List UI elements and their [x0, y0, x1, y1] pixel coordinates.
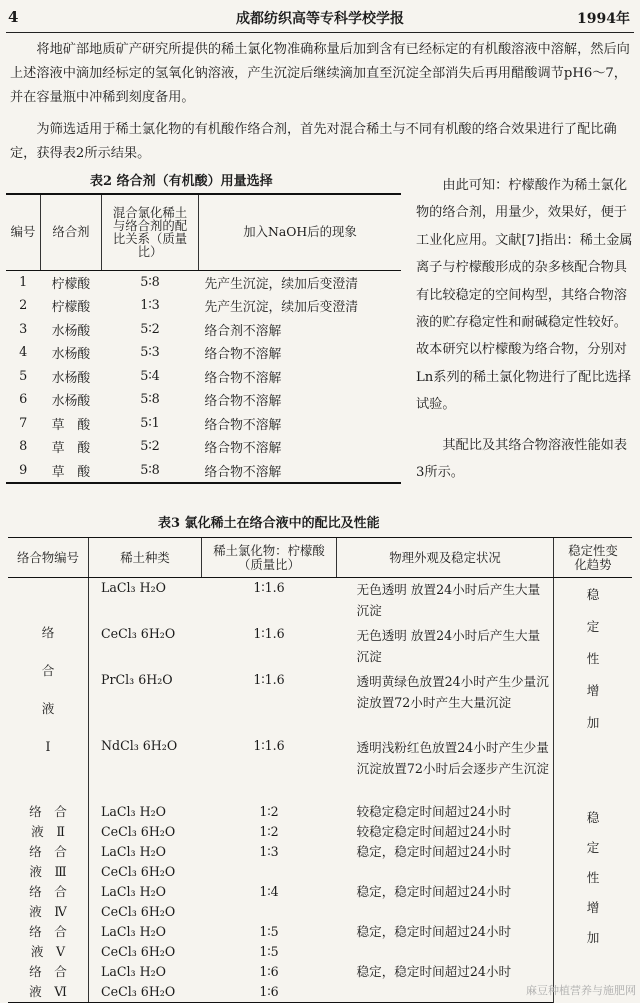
cell-no: 4: [19, 345, 28, 361]
cell-no: 8: [19, 439, 28, 455]
group1-label-char: 络: [41, 624, 55, 640]
group1-label: [8, 578, 89, 802]
cell-phenomenon: 络合物不溶解: [199, 459, 402, 484]
col-header-stability-trend: 稳定性变化趋势: [554, 538, 633, 578]
table2-header-row: [6, 194, 401, 270]
cell-compound-label: 络 合: [29, 843, 67, 859]
cell-rare-earth-type: LaCl₃ H₂O: [89, 962, 202, 982]
cell-phenomenon: 络合物不溶解: [204, 417, 282, 433]
table3-row: [8, 670, 632, 736]
table2-row: [6, 294, 401, 318]
table2-row: [6, 435, 401, 459]
table3-caption: 表3 氯化稀土在络合液中的配比及性能: [158, 516, 380, 531]
cell-appearance: [337, 902, 554, 922]
cell-agent: 草 酸: [51, 417, 91, 433]
group2-trend-char: 加: [586, 929, 600, 945]
col-header-rare-earth-type: 稀土种类: [89, 538, 202, 578]
col-header-compound-no: 络合物编号: [8, 538, 89, 578]
page-header: [0, 0, 640, 30]
cell-compound-label: 液 Ⅲ: [29, 863, 67, 879]
cell-appearance: 稳定，稳定时间超过24小时: [356, 923, 512, 939]
table3-row: [8, 624, 632, 670]
table2-row: [6, 365, 401, 389]
cell-rare-earth-type: LaCl₃ H₂O: [89, 882, 202, 902]
cell-ratio: 5∶1: [140, 415, 160, 431]
cell-no: 5: [19, 368, 28, 384]
cell-appearance: 无色透明 放置24小时后产生大量沉淀: [356, 582, 541, 618]
cell-rare-earth-type: PrCl₃ 6H₂O: [89, 670, 202, 736]
cell-compound-label: 液 Ⅵ: [8, 982, 89, 1003]
cell-agent: 柠檬酸: [51, 300, 91, 316]
header-rule: [6, 32, 634, 33]
cell-mass-ratio: 1∶3: [259, 843, 279, 859]
cell-no: 7: [19, 415, 28, 431]
group1-label-char: Ⅰ: [45, 738, 51, 754]
watermark: 麻豆种植营养与施肥网: [526, 984, 636, 997]
col-header-appearance: 物理外观及稳定状况: [337, 538, 554, 578]
cell-phenomenon: 络合物不溶解: [204, 441, 282, 457]
cell-ratio: 5∶8: [140, 274, 160, 290]
table2-row: [6, 341, 401, 365]
cell-compound-label: 液 Ⅴ: [30, 943, 66, 959]
cell-mass-ratio: [202, 862, 337, 882]
cell-ratio: 5∶3: [140, 345, 160, 361]
issue-year: 1994年: [577, 11, 630, 27]
cell-agent: 水杨酸: [51, 323, 91, 339]
cell-agent: 水杨酸: [51, 347, 91, 363]
cell-mass-ratio: 1∶1.6: [253, 625, 285, 641]
cell-mass-ratio: 1∶5: [259, 943, 279, 959]
cell-compound-label: 液 Ⅱ: [31, 823, 65, 839]
table3-row: [8, 962, 632, 982]
cell-rare-earth-type: LaCl₃ H₂O: [89, 842, 202, 862]
table2-caption: 表2 络合剂（有机酸）用量选择: [90, 174, 273, 189]
cell-mass-ratio: 1∶6: [259, 963, 279, 979]
cell-appearance: [337, 942, 554, 962]
cell-compound-label: 液 Ⅳ: [29, 903, 67, 919]
table3-header-row: [8, 538, 632, 578]
table3-row: [8, 942, 632, 962]
cell-rare-earth-type: LaCl₃ H₂O: [89, 578, 202, 624]
group1-trend-char: 加: [586, 715, 600, 730]
group1-stability-trend: [554, 578, 633, 802]
table3-row: [8, 842, 632, 862]
cell-agent: 柠檬酸: [51, 276, 91, 292]
table3-row: [8, 736, 632, 802]
cell-appearance: [337, 982, 554, 1003]
table3-row: [8, 902, 632, 922]
page-number: 4: [8, 8, 19, 26]
group1-trend-char: 增: [586, 683, 600, 698]
cell-compound-label: 络 合: [29, 923, 67, 939]
col-header-mass-ratio: 稀土氯化物：柠檬酸（质量比）: [202, 538, 337, 578]
paragraph-table3-intro: 其配比及其络合物溶液性能如表3所示。: [416, 438, 628, 481]
cell-appearance: 透明黄绿色放置24小时产生少量沉淀放置72小时产生大量沉淀: [356, 673, 549, 710]
cell-mass-ratio: 1∶1.6: [253, 580, 285, 595]
group1-label-char: 液: [41, 700, 55, 716]
cell-appearance: 稳定，稳定时间超过24小时: [356, 843, 512, 859]
group1-trend-char: 定: [586, 619, 600, 634]
cell-no: 6: [19, 392, 28, 408]
col-header-ratio: 混合氯化稀土与络合剂的配比关系（质量比）: [102, 194, 199, 270]
table3-row: [8, 822, 632, 842]
group1-label-chars: [11, 614, 85, 766]
table2: [6, 193, 401, 484]
cell-appearance: 无色透明 放置24小时后产生大量沉淀: [356, 627, 541, 664]
cell-agent: 草 酸: [51, 441, 91, 457]
group2-trend-char: 性: [586, 869, 600, 885]
table3-row: [8, 578, 632, 624]
cell-rare-earth-type: CeCl₃ 6H₂O: [89, 982, 202, 1003]
cell-rare-earth-type: CeCl₃ 6H₂O: [89, 624, 202, 670]
group1-trend-char: 稳: [586, 587, 600, 602]
cell-phenomenon: 络合物不溶解: [204, 347, 282, 363]
cell-phenomenon: 先产生沉淀，续加后变澄清: [204, 276, 359, 292]
cell-mass-ratio: 1∶2: [259, 823, 279, 839]
group2-trend-char: 定: [586, 839, 600, 855]
cell-no: 1: [19, 274, 28, 290]
table3-row: [8, 922, 632, 942]
journal-title: 成都纺织高等专科学校学报: [236, 11, 404, 27]
cell-mass-ratio: 1∶6: [202, 982, 337, 1003]
cell-mass-ratio: 1∶4: [259, 883, 279, 899]
cell-agent: 水杨酸: [51, 370, 91, 386]
cell-rare-earth-type: CeCl₃ 6H₂O: [89, 902, 202, 922]
cell-mass-ratio: 1∶2: [259, 803, 279, 819]
cell-mass-ratio: [202, 902, 337, 922]
cell-mass-ratio: 1∶1.6: [253, 671, 285, 687]
table2-row: [6, 388, 401, 412]
cell-appearance: 透明浅粉红色放置24小时产生少量沉淀放置72小时后会逐步产生沉淀: [356, 739, 549, 776]
group1-trend-char: 性: [586, 651, 600, 666]
cell-compound-label: 络 合: [29, 803, 67, 819]
cell-ratio: 5∶8: [140, 392, 160, 408]
cell-compound-label: 络 合: [29, 883, 67, 899]
cell-phenomenon: 络合剂不溶解: [204, 323, 282, 339]
group1-trend-chars: [557, 579, 629, 739]
col-header-no: 编号: [6, 194, 41, 270]
cell-no: 3: [19, 321, 28, 337]
cell-rare-earth-type: NdCl₃ 6H₂O: [89, 736, 202, 802]
cell-phenomenon: 络合物不溶解: [204, 370, 282, 386]
group2-stability-trend: [554, 802, 633, 1003]
cell-rare-earth-type: LaCl₃ H₂O: [89, 922, 202, 942]
cell-appearance: [337, 862, 554, 882]
table2-row: [6, 318, 401, 342]
cell-appearance: 较稳定稳定时间超过24小时: [356, 803, 512, 819]
cell-agent: 草 酸: [41, 459, 102, 484]
cell-appearance: 稳定，稳定时间超过24小时: [356, 963, 512, 979]
cell-ratio: 5∶2: [140, 439, 160, 455]
table2-row: [6, 459, 401, 484]
group1-label-char: 合: [41, 662, 55, 678]
table2-row: [6, 270, 401, 294]
cell-appearance: 稳定，稳定时间超过24小时: [356, 883, 512, 899]
cell-agent: 水杨酸: [51, 394, 91, 410]
paragraph-conclusion: 由此可知：柠檬酸作为稀土氯化物的络合剂，用量少，效果好，便于工业化应用。文献[7]指出：稀土金属离子与柠檬酸形成的杂多核配合物具有比较稳定的空间构型，其络合物溶液的贮存稳定性和耐碱稳定性较好。故本研究以柠檬酸为络合物，分别对Ln系列的稀土氯化物进行了配比选择试验。: [416, 178, 633, 413]
table3-row: [8, 862, 632, 882]
cell-rare-earth-type: CeCl₃ 6H₂O: [89, 862, 202, 882]
cell-appearance: 较稳定稳定时间超过24小时: [356, 823, 512, 839]
paragraph-screening: 为筛选适用于稀土氯化物的有机酸作络合剂，首先对混合稀土与不同有机酸的络合效果进行了配比确定，获得表2所示结果。: [10, 122, 617, 161]
cell-phenomenon: 络合物不溶解: [204, 394, 282, 410]
cell-mass-ratio: 1∶5: [259, 923, 279, 939]
cell-phenomenon: 先产生沉淀，续加后变澄清: [204, 300, 359, 316]
cell-no: 9: [6, 459, 41, 484]
cell-compound-label: 络 合: [29, 963, 67, 979]
cell-rare-earth-type: LaCl₃ H₂O: [89, 802, 202, 822]
cell-rare-earth-type: CeCl₃ 6H₂O: [89, 942, 202, 962]
paragraph-method: 将地矿部地质矿产研究所提供的稀土氯化物准确称量后加到含有已经标定的有机酸溶液中溶解，然后向上述溶液中滴加经标定的氢氧化钠溶液，产生沉淀后继续滴加直至沉淀全部消失后再用醋酸调节pH6～7，并在容量瓶中冲稀到刻度备用。: [10, 42, 630, 105]
col-header-agent: 络合剂: [41, 194, 102, 270]
group2-trend-char: 稳: [586, 809, 600, 825]
cell-ratio: 5∶4: [140, 368, 160, 384]
cell-ratio: 5∶2: [140, 321, 160, 337]
table3-row: [8, 802, 632, 822]
cell-mass-ratio: 1∶1.6: [253, 737, 285, 753]
table3: [8, 537, 632, 1003]
cell-no: 2: [19, 298, 28, 314]
col-header-phenomenon: 加入NaOH后的现象: [199, 194, 402, 270]
table3-row: [8, 882, 632, 902]
table2-row: [6, 412, 401, 436]
group2-trend-char: 增: [586, 899, 600, 915]
cell-ratio: 5∶8: [102, 459, 199, 484]
cell-ratio: 1∶3: [140, 298, 160, 314]
group2-trend-chars: [557, 803, 629, 953]
cell-rare-earth-type: CeCl₃ 6H₂O: [89, 822, 202, 842]
